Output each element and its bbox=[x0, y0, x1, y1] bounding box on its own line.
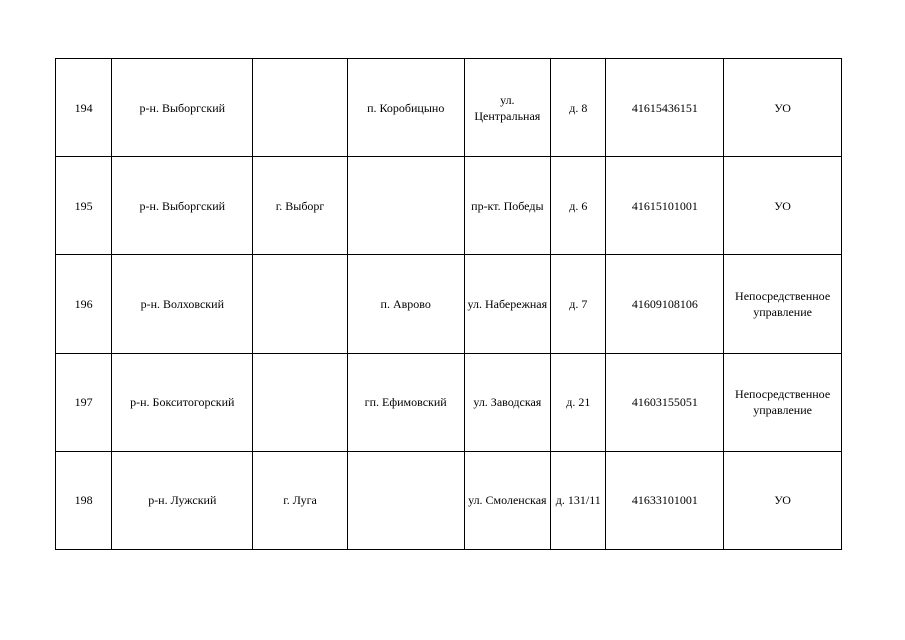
street-cell: ул. Заводская bbox=[464, 353, 551, 451]
city-cell bbox=[253, 255, 348, 353]
settlement-cell bbox=[347, 451, 464, 549]
row-number-cell: 197 bbox=[56, 353, 112, 451]
row-number-cell: 198 bbox=[56, 451, 112, 549]
oktmo-cell: 41609108106 bbox=[606, 255, 724, 353]
street-cell: ул. Центральная bbox=[464, 59, 551, 157]
table-row bbox=[56, 157, 842, 255]
row-number-cell: 194 bbox=[56, 59, 112, 157]
district-cell: р-н. Выборгский bbox=[112, 59, 253, 157]
house-cell: д. 131/11 bbox=[551, 451, 606, 549]
house-cell: д. 21 bbox=[551, 353, 606, 451]
district-cell: р-н. Волховский bbox=[112, 255, 253, 353]
row-number-cell: 196 bbox=[56, 255, 112, 353]
oktmo-cell: 41603155051 bbox=[606, 353, 724, 451]
table-row bbox=[56, 353, 842, 451]
settlement-cell: гп. Ефимовский bbox=[347, 353, 464, 451]
table-row bbox=[56, 59, 842, 157]
street-cell: ул. Набережная bbox=[464, 255, 551, 353]
management-cell bbox=[724, 59, 842, 157]
street-cell: ул. Смоленская bbox=[464, 451, 551, 549]
housing-table bbox=[55, 58, 842, 550]
management-cell bbox=[724, 353, 842, 451]
management-cell bbox=[724, 157, 842, 255]
city-cell bbox=[253, 59, 348, 157]
district-cell: р-н. Бокситогорский bbox=[112, 353, 253, 451]
management-cell bbox=[724, 255, 842, 353]
city-cell: г. Выборг bbox=[253, 157, 348, 255]
oktmo-cell: 41615436151 bbox=[606, 59, 724, 157]
management-text: УО bbox=[774, 100, 791, 115]
street-cell: пр-кт. Победы bbox=[464, 157, 551, 255]
settlement-cell: п. Аврово bbox=[347, 255, 464, 353]
management-text: Непосредственное управление bbox=[735, 288, 831, 319]
district-cell: р-н. Выборгский bbox=[112, 157, 253, 255]
table-row bbox=[56, 451, 842, 549]
management-text: Непосредственное управление bbox=[735, 387, 831, 418]
city-cell bbox=[253, 353, 348, 451]
row-number-cell: 195 bbox=[56, 157, 112, 255]
table-row bbox=[56, 255, 842, 353]
oktmo-cell: 41615101001 bbox=[606, 157, 724, 255]
district-cell: р-н. Лужский bbox=[112, 451, 253, 549]
house-cell: д. 6 bbox=[551, 157, 606, 255]
management-text: УО bbox=[774, 493, 791, 508]
city-cell: г. Луга bbox=[253, 451, 348, 549]
settlement-cell bbox=[347, 157, 464, 255]
house-cell: д. 8 bbox=[551, 59, 606, 157]
management-cell bbox=[724, 451, 842, 549]
management-text: УО bbox=[774, 198, 791, 213]
oktmo-cell: 41633101001 bbox=[606, 451, 724, 549]
house-cell: д. 7 bbox=[551, 255, 606, 353]
settlement-cell: п. Коробицыно bbox=[347, 59, 464, 157]
